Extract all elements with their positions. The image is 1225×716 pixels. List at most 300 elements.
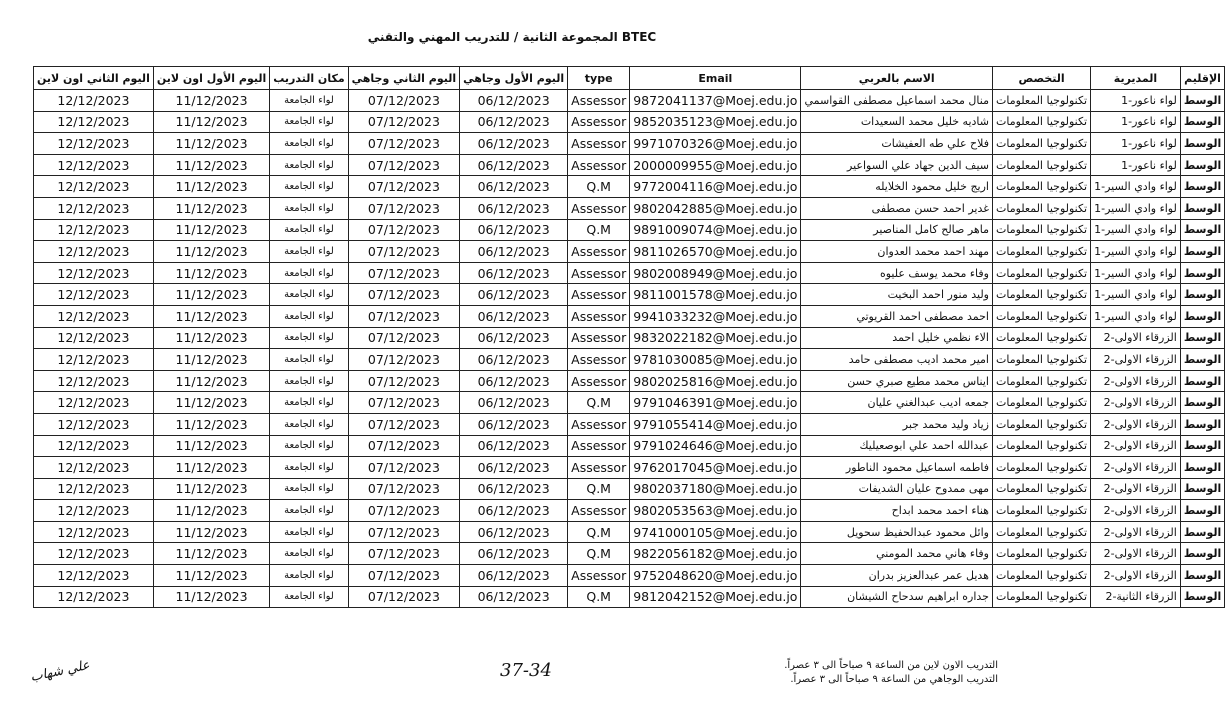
cell-type: Assessor: [568, 284, 630, 306]
cell-training-location: لواء الجامعة: [270, 133, 348, 155]
table-row: [34, 392, 1225, 414]
cell-day2-in-person: 07/12/2023: [348, 543, 459, 565]
cell-day1-in-person: 06/12/2023: [460, 327, 568, 349]
cell-arabic-name: فاطمه اسماعيل محمود الناطور: [801, 457, 993, 479]
cell-day1-in-person: 06/12/2023: [460, 197, 568, 219]
cell-region: الوسط: [1180, 176, 1224, 198]
cell-day1-in-person: 06/12/2023: [460, 392, 568, 414]
header-type: type: [568, 67, 630, 90]
cell-specialization: تكنولوجيا المعلومات: [992, 262, 1090, 284]
table-row: [34, 565, 1225, 587]
cell-region: الوسط: [1180, 457, 1224, 479]
table-row: [34, 176, 1225, 198]
cell-directorate: لواء وادي السير-1: [1091, 284, 1181, 306]
cell-arabic-name: امير محمد اديب مصطفى حامد: [801, 349, 993, 371]
table-row: [34, 586, 1225, 608]
cell-directorate: الزرقاء الاولى-2: [1091, 500, 1181, 522]
table-row: [34, 543, 1225, 565]
cell-day1-online: 11/12/2023: [153, 219, 269, 241]
cell-region: الوسط: [1180, 305, 1224, 327]
cell-day1-online: 11/12/2023: [153, 241, 269, 263]
cell-day2-online: 12/12/2023: [34, 197, 154, 219]
page-number: 37-34: [500, 660, 552, 681]
cell-day2-online: 12/12/2023: [34, 435, 154, 457]
cell-specialization: تكنولوجيا المعلومات: [992, 349, 1090, 371]
cell-arabic-name: فلاح علي طه العفيشات: [801, 133, 993, 155]
cell-day2-online: 12/12/2023: [34, 370, 154, 392]
document-title: المجموعة الثانية / للتدريب المهني والتقني BTEC: [367, 30, 657, 44]
cell-day1-online: 11/12/2023: [153, 133, 269, 155]
cell-day1-online: 11/12/2023: [153, 543, 269, 565]
cell-type: Assessor: [568, 565, 630, 587]
cell-email: 9802042885@Moej.edu.jo: [630, 197, 801, 219]
cell-type: Assessor: [568, 500, 630, 522]
cell-day1-online: 11/12/2023: [153, 392, 269, 414]
cell-region: الوسط: [1180, 327, 1224, 349]
cell-region: الوسط: [1180, 284, 1224, 306]
cell-email: 9752048620@Moej.edu.jo: [630, 565, 801, 587]
header-region: الإقليم: [1180, 67, 1224, 90]
cell-day2-online: 12/12/2023: [34, 133, 154, 155]
table-row: [34, 219, 1225, 241]
cell-directorate: لواء وادي السير-1: [1091, 262, 1181, 284]
cell-specialization: تكنولوجيا المعلومات: [992, 327, 1090, 349]
cell-arabic-name: شاديه خليل محمد السعيدات: [801, 111, 993, 133]
cell-day1-in-person: 06/12/2023: [460, 133, 568, 155]
table-row: [34, 500, 1225, 522]
cell-email: 9791055414@Moej.edu.jo: [630, 413, 801, 435]
cell-day1-online: 11/12/2023: [153, 478, 269, 500]
cell-region: الوسط: [1180, 392, 1224, 414]
cell-training-location: لواء الجامعة: [270, 478, 348, 500]
cell-day1-in-person: 06/12/2023: [460, 305, 568, 327]
cell-arabic-name: ايناس محمد مطيع صبري حسن: [801, 370, 993, 392]
cell-type: Q.M: [568, 176, 630, 198]
cell-region: الوسط: [1180, 565, 1224, 587]
cell-email: 9802037180@Moej.edu.jo: [630, 478, 801, 500]
cell-day2-in-person: 07/12/2023: [348, 262, 459, 284]
cell-email: 9791024646@Moej.edu.jo: [630, 435, 801, 457]
cell-day2-online: 12/12/2023: [34, 176, 154, 198]
cell-arabic-name: وفاء محمد يوسف عليوه: [801, 262, 993, 284]
cell-directorate: الزرقاء الاولى-2: [1091, 543, 1181, 565]
cell-day1-in-person: 06/12/2023: [460, 349, 568, 371]
cell-specialization: تكنولوجيا المعلومات: [992, 521, 1090, 543]
cell-email: 9971070326@Moej.edu.jo: [630, 133, 801, 155]
cell-arabic-name: سيف الدين جهاد علي السواعير: [801, 154, 993, 176]
cell-day1-online: 11/12/2023: [153, 435, 269, 457]
cell-email: 2000009955@Moej.edu.jo: [630, 154, 801, 176]
cell-day2-online: 12/12/2023: [34, 327, 154, 349]
cell-arabic-name: جداره ابراهيم سدحاح الشيشان: [801, 586, 993, 608]
cell-day1-online: 11/12/2023: [153, 413, 269, 435]
cell-training-location: لواء الجامعة: [270, 392, 348, 414]
cell-arabic-name: مهى ممدوح عليان الشديفات: [801, 478, 993, 500]
cell-directorate: الزرقاء الاولى-2: [1091, 413, 1181, 435]
cell-day2-in-person: 07/12/2023: [348, 413, 459, 435]
cell-day1-in-person: 06/12/2023: [460, 111, 568, 133]
header-day1-in-person: اليوم الأول وجاهي: [460, 67, 568, 90]
cell-day2-online: 12/12/2023: [34, 219, 154, 241]
cell-day1-in-person: 06/12/2023: [460, 262, 568, 284]
cell-specialization: تكنولوجيا المعلومات: [992, 219, 1090, 241]
cell-day1-in-person: 06/12/2023: [460, 543, 568, 565]
cell-day2-online: 12/12/2023: [34, 284, 154, 306]
cell-day1-online: 11/12/2023: [153, 284, 269, 306]
cell-arabic-name: مهند احمد محمد العدوان: [801, 241, 993, 263]
cell-day2-in-person: 07/12/2023: [348, 176, 459, 198]
cell-type: Assessor: [568, 262, 630, 284]
cell-type: Assessor: [568, 197, 630, 219]
cell-region: الوسط: [1180, 413, 1224, 435]
cell-day2-online: 12/12/2023: [34, 521, 154, 543]
header-specialization: التخصص: [992, 67, 1090, 90]
cell-training-location: لواء الجامعة: [270, 349, 348, 371]
cell-training-location: لواء الجامعة: [270, 262, 348, 284]
cell-day1-in-person: 06/12/2023: [460, 435, 568, 457]
header-day1-online: اليوم الأول اون لاين: [153, 67, 269, 90]
table-row: [34, 262, 1225, 284]
cell-type: Assessor: [568, 305, 630, 327]
cell-email: 9891009074@Moej.edu.jo: [630, 219, 801, 241]
cell-training-location: لواء الجامعة: [270, 457, 348, 479]
cell-region: الوسط: [1180, 241, 1224, 263]
cell-arabic-name: وائل محمود عبدالحفيظ سحويل: [801, 521, 993, 543]
cell-email: 9832022182@Moej.edu.jo: [630, 327, 801, 349]
table-body: [34, 90, 1225, 608]
cell-type: Q.M: [568, 478, 630, 500]
cell-email: 9811026570@Moej.edu.jo: [630, 241, 801, 263]
cell-day1-online: 11/12/2023: [153, 154, 269, 176]
cell-region: الوسط: [1180, 586, 1224, 608]
cell-type: Assessor: [568, 435, 630, 457]
cell-region: الوسط: [1180, 90, 1224, 112]
cell-region: الوسط: [1180, 370, 1224, 392]
cell-region: الوسط: [1180, 154, 1224, 176]
cell-specialization: تكنولوجيا المعلومات: [992, 478, 1090, 500]
cell-day1-in-person: 06/12/2023: [460, 176, 568, 198]
cell-directorate: الزرقاء الاولى-2: [1091, 370, 1181, 392]
cell-day2-online: 12/12/2023: [34, 478, 154, 500]
cell-region: الوسط: [1180, 543, 1224, 565]
cell-arabic-name: اريج خليل محمود الخلايله: [801, 176, 993, 198]
cell-training-location: لواء الجامعة: [270, 370, 348, 392]
cell-arabic-name: زياد وليد محمد جبر: [801, 413, 993, 435]
cell-region: الوسط: [1180, 197, 1224, 219]
cell-specialization: تكنولوجيا المعلومات: [992, 241, 1090, 263]
cell-directorate: الزرقاء الاولى-2: [1091, 349, 1181, 371]
cell-day2-in-person: 07/12/2023: [348, 197, 459, 219]
cell-day1-online: 11/12/2023: [153, 349, 269, 371]
cell-directorate: الزرقاء الاولى-2: [1091, 457, 1181, 479]
cell-day2-in-person: 07/12/2023: [348, 133, 459, 155]
cell-day2-online: 12/12/2023: [34, 154, 154, 176]
cell-day1-in-person: 06/12/2023: [460, 241, 568, 263]
cell-training-location: لواء الجامعة: [270, 435, 348, 457]
cell-day1-online: 11/12/2023: [153, 90, 269, 112]
cell-type: Assessor: [568, 457, 630, 479]
cell-region: الوسط: [1180, 349, 1224, 371]
table-row: [34, 111, 1225, 133]
cell-training-location: لواء الجامعة: [270, 305, 348, 327]
cell-day2-in-person: 07/12/2023: [348, 478, 459, 500]
cell-day1-online: 11/12/2023: [153, 111, 269, 133]
training-notes: [738, 659, 998, 687]
cell-arabic-name: منال محمد اسماعيل مصطفى القواسمي: [801, 90, 993, 112]
cell-day2-in-person: 07/12/2023: [348, 90, 459, 112]
cell-email: 9872041137@Moej.edu.jo: [630, 90, 801, 112]
cell-day1-in-person: 06/12/2023: [460, 586, 568, 608]
cell-directorate: الزرقاء الاولى-2: [1091, 478, 1181, 500]
cell-arabic-name: غدير احمد حسن مصطفى: [801, 197, 993, 219]
cell-directorate: لواء ناعور-1: [1091, 111, 1181, 133]
cell-day2-online: 12/12/2023: [34, 349, 154, 371]
cell-specialization: تكنولوجيا المعلومات: [992, 435, 1090, 457]
cell-specialization: تكنولوجيا المعلومات: [992, 413, 1090, 435]
cell-region: الوسط: [1180, 500, 1224, 522]
cell-training-location: لواء الجامعة: [270, 500, 348, 522]
cell-directorate: الزرقاء الاولى-2: [1091, 327, 1181, 349]
cell-day1-online: 11/12/2023: [153, 262, 269, 284]
cell-specialization: تكنولوجيا المعلومات: [992, 90, 1090, 112]
cell-specialization: تكنولوجيا المعلومات: [992, 284, 1090, 306]
cell-specialization: تكنولوجيا المعلومات: [992, 305, 1090, 327]
cell-day2-online: 12/12/2023: [34, 457, 154, 479]
cell-region: الوسط: [1180, 262, 1224, 284]
cell-arabic-name: هديل عمر عبدالعزيز بدران: [801, 565, 993, 587]
table-row: [34, 90, 1225, 112]
cell-directorate: لواء وادي السير-1: [1091, 219, 1181, 241]
cell-arabic-name: عبدالله احمد علي ابوصعيليك: [801, 435, 993, 457]
cell-arabic-name: الاء نظمي خليل احمد: [801, 327, 993, 349]
table-header: [34, 67, 1225, 90]
cell-directorate: لواء وادي السير-1: [1091, 241, 1181, 263]
cell-directorate: الزرقاء الثانية-2: [1091, 586, 1181, 608]
cell-region: الوسط: [1180, 521, 1224, 543]
cell-day2-in-person: 07/12/2023: [348, 586, 459, 608]
cell-specialization: تكنولوجيا المعلومات: [992, 370, 1090, 392]
cell-day2-in-person: 07/12/2023: [348, 327, 459, 349]
cell-arabic-name: جمعه اديب عبدالغني عليان: [801, 392, 993, 414]
cell-type: Assessor: [568, 241, 630, 263]
cell-specialization: تكنولوجيا المعلومات: [992, 565, 1090, 587]
cell-email: 9812042152@Moej.edu.jo: [630, 586, 801, 608]
cell-training-location: لواء الجامعة: [270, 565, 348, 587]
table-row: [34, 327, 1225, 349]
cell-day2-in-person: 07/12/2023: [348, 521, 459, 543]
cell-day2-in-person: 07/12/2023: [348, 392, 459, 414]
cell-directorate: لواء وادي السير-1: [1091, 305, 1181, 327]
cell-type: Q.M: [568, 586, 630, 608]
cell-day1-in-person: 06/12/2023: [460, 521, 568, 543]
header-day2-online: اليوم الثاني اون لاين: [34, 67, 154, 90]
table-row: [34, 349, 1225, 371]
note-online-hours: التدريب الاون لاين من الساعة ٩ صباحاً الى ٣ عصراً.: [784, 660, 998, 671]
cell-type: Q.M: [568, 392, 630, 414]
table-row: [34, 370, 1225, 392]
cell-type: Assessor: [568, 90, 630, 112]
cell-training-location: لواء الجامعة: [270, 241, 348, 263]
cell-day1-in-person: 06/12/2023: [460, 219, 568, 241]
cell-arabic-name: احمد مصطفى احمد القريوتي: [801, 305, 993, 327]
cell-email: 9741000105@Moej.edu.jo: [630, 521, 801, 543]
note-in-person-hours: التدريب الوجاهي من الساعة ٩ صباحاً الى ٣ عصراً.: [790, 674, 998, 685]
cell-day2-online: 12/12/2023: [34, 565, 154, 587]
cell-training-location: لواء الجامعة: [270, 154, 348, 176]
cell-day2-online: 12/12/2023: [34, 111, 154, 133]
cell-directorate: لواء ناعور-1: [1091, 154, 1181, 176]
cell-type: Assessor: [568, 111, 630, 133]
cell-email: 9791046391@Moej.edu.jo: [630, 392, 801, 414]
cell-region: الوسط: [1180, 435, 1224, 457]
cell-training-location: لواء الجامعة: [270, 176, 348, 198]
cell-directorate: لواء وادي السير-1: [1091, 197, 1181, 219]
cell-day2-online: 12/12/2023: [34, 413, 154, 435]
cell-day2-online: 12/12/2023: [34, 305, 154, 327]
cell-email: 9941033232@Moej.edu.jo: [630, 305, 801, 327]
cell-directorate: لواء وادي السير-1: [1091, 176, 1181, 198]
cell-training-location: لواء الجامعة: [270, 586, 348, 608]
cell-day2-in-person: 07/12/2023: [348, 500, 459, 522]
table-row: [34, 521, 1225, 543]
cell-email: 9852035123@Moej.edu.jo: [630, 111, 801, 133]
cell-day1-online: 11/12/2023: [153, 176, 269, 198]
cell-type: Q.M: [568, 219, 630, 241]
cell-day1-online: 11/12/2023: [153, 197, 269, 219]
cell-day2-online: 12/12/2023: [34, 586, 154, 608]
cell-day1-in-person: 06/12/2023: [460, 478, 568, 500]
table-row: [34, 413, 1225, 435]
cell-training-location: لواء الجامعة: [270, 413, 348, 435]
table-row: [34, 154, 1225, 176]
cell-specialization: تكنولوجيا المعلومات: [992, 197, 1090, 219]
header-directorate: المديرية: [1091, 67, 1181, 90]
cell-day1-online: 11/12/2023: [153, 305, 269, 327]
table-row: [34, 241, 1225, 263]
cell-directorate: لواء ناعور-1: [1091, 90, 1181, 112]
cell-day2-in-person: 07/12/2023: [348, 154, 459, 176]
cell-type: Assessor: [568, 413, 630, 435]
cell-day1-in-person: 06/12/2023: [460, 500, 568, 522]
cell-day1-in-person: 06/12/2023: [460, 154, 568, 176]
cell-email: 9772004116@Moej.edu.jo: [630, 176, 801, 198]
table-row: [34, 284, 1225, 306]
cell-day2-in-person: 07/12/2023: [348, 457, 459, 479]
cell-directorate: الزرقاء الاولى-2: [1091, 392, 1181, 414]
cell-training-location: لواء الجامعة: [270, 90, 348, 112]
cell-arabic-name: وفاء هاني محمد المومني: [801, 543, 993, 565]
cell-arabic-name: هناء احمد محمد ابداح: [801, 500, 993, 522]
cell-specialization: تكنولوجيا المعلومات: [992, 543, 1090, 565]
cell-day2-in-person: 07/12/2023: [348, 565, 459, 587]
cell-training-location: لواء الجامعة: [270, 197, 348, 219]
cell-training-location: لواء الجامعة: [270, 543, 348, 565]
cell-day2-in-person: 07/12/2023: [348, 111, 459, 133]
cell-directorate: الزرقاء الاولى-2: [1091, 565, 1181, 587]
cell-day2-online: 12/12/2023: [34, 262, 154, 284]
cell-specialization: تكنولوجيا المعلومات: [992, 133, 1090, 155]
cell-training-location: لواء الجامعة: [270, 284, 348, 306]
cell-day1-online: 11/12/2023: [153, 500, 269, 522]
cell-email: 9802053563@Moej.edu.jo: [630, 500, 801, 522]
cell-day2-in-person: 07/12/2023: [348, 435, 459, 457]
cell-region: الوسط: [1180, 111, 1224, 133]
cell-day1-in-person: 06/12/2023: [460, 565, 568, 587]
cell-day2-in-person: 07/12/2023: [348, 370, 459, 392]
cell-email: 9781030085@Moej.edu.jo: [630, 349, 801, 371]
header-day2-in-person: اليوم الثاني وجاهي: [348, 67, 459, 90]
cell-day1-in-person: 06/12/2023: [460, 457, 568, 479]
cell-region: الوسط: [1180, 478, 1224, 500]
cell-day1-online: 11/12/2023: [153, 565, 269, 587]
cell-day2-in-person: 07/12/2023: [348, 241, 459, 263]
cell-type: Q.M: [568, 521, 630, 543]
table-row: [34, 305, 1225, 327]
cell-specialization: تكنولوجيا المعلومات: [992, 586, 1090, 608]
cell-day1-in-person: 06/12/2023: [460, 284, 568, 306]
cell-email: 9811001578@Moej.edu.jo: [630, 284, 801, 306]
cell-day1-online: 11/12/2023: [153, 370, 269, 392]
cell-training-location: لواء الجامعة: [270, 219, 348, 241]
cell-type: Assessor: [568, 133, 630, 155]
cell-type: Assessor: [568, 154, 630, 176]
cell-specialization: تكنولوجيا المعلومات: [992, 176, 1090, 198]
cell-region: الوسط: [1180, 133, 1224, 155]
cell-day1-in-person: 06/12/2023: [460, 413, 568, 435]
cell-type: Q.M: [568, 543, 630, 565]
cell-day1-in-person: 06/12/2023: [460, 90, 568, 112]
cell-arabic-name: وليد منور احمد البخيت: [801, 284, 993, 306]
header-arabic-name: الاسم بالعربي: [801, 67, 993, 90]
cell-specialization: تكنولوجيا المعلومات: [992, 154, 1090, 176]
cell-email: 9802008949@Moej.edu.jo: [630, 262, 801, 284]
cell-day2-in-person: 07/12/2023: [348, 219, 459, 241]
cell-day1-in-person: 06/12/2023: [460, 370, 568, 392]
cell-email: 9822056182@Moej.edu.jo: [630, 543, 801, 565]
cell-email: 9802025816@Moej.edu.jo: [630, 370, 801, 392]
trainees-table: [33, 66, 1225, 608]
cell-day1-online: 11/12/2023: [153, 327, 269, 349]
cell-specialization: تكنولوجيا المعلومات: [992, 392, 1090, 414]
header-email: Email: [630, 67, 801, 90]
cell-type: Assessor: [568, 327, 630, 349]
table-row: [34, 197, 1225, 219]
cell-day1-online: 11/12/2023: [153, 521, 269, 543]
table-row: [34, 435, 1225, 457]
cell-type: Assessor: [568, 349, 630, 371]
table-row: [34, 133, 1225, 155]
cell-day2-in-person: 07/12/2023: [348, 349, 459, 371]
table-row: [34, 478, 1225, 500]
table-row: [34, 457, 1225, 479]
cell-day2-online: 12/12/2023: [34, 543, 154, 565]
cell-region: الوسط: [1180, 219, 1224, 241]
cell-day2-online: 12/12/2023: [34, 500, 154, 522]
cell-day2-in-person: 07/12/2023: [348, 305, 459, 327]
cell-training-location: لواء الجامعة: [270, 111, 348, 133]
cell-training-location: لواء الجامعة: [270, 327, 348, 349]
cell-day2-online: 12/12/2023: [34, 241, 154, 263]
cell-day2-online: 12/12/2023: [34, 90, 154, 112]
handwritten-signature: علي شهاب: [29, 657, 92, 686]
cell-directorate: الزرقاء الاولى-2: [1091, 521, 1181, 543]
cell-email: 9762017045@Moej.edu.jo: [630, 457, 801, 479]
cell-day1-online: 11/12/2023: [153, 586, 269, 608]
cell-directorate: لواء ناعور-1: [1091, 133, 1181, 155]
cell-training-location: لواء الجامعة: [270, 521, 348, 543]
cell-specialization: تكنولوجيا المعلومات: [992, 500, 1090, 522]
header-training-location: مكان التدريب: [270, 67, 348, 90]
